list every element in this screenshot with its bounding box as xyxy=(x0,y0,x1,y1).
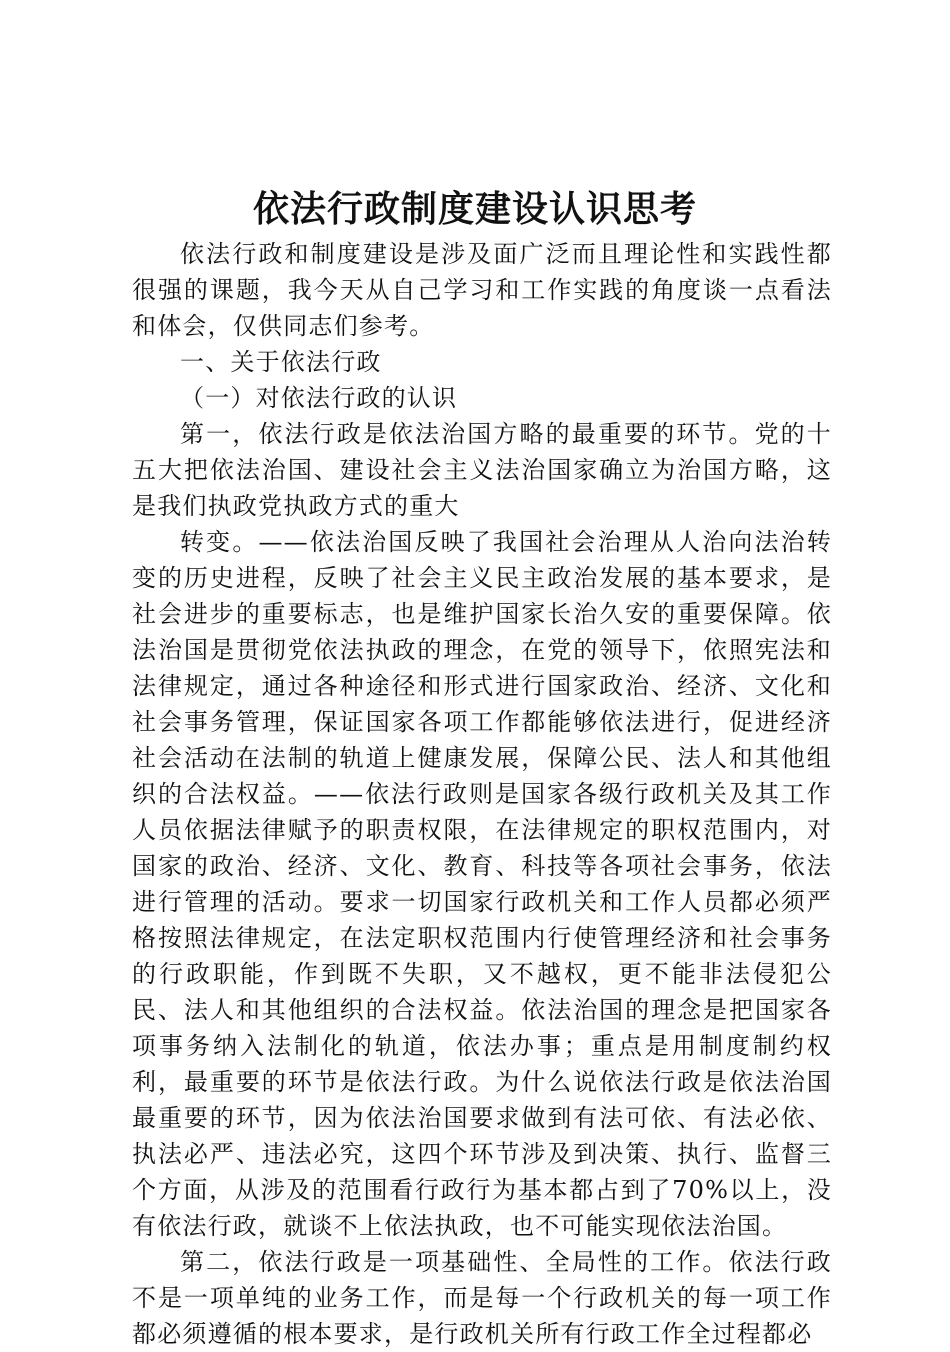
body-paragraph: 转变。——依法治国反映了我国社会治理从人治向法治转变的历史进程，反映了社会主义民主政治发展的基本要求，是社会进步的重要标志，也是维护国家长治久安的重要保障。依法治国是贯彻党依法执政的理念，在党的领导下，依照宪法和法律规定，通过各种途径和形式进行国家政治、经济、文化和社会事务管理，保证国家各项工作都能够依法进行，促进经济社会活动在法制的轨道上健康发展，保障公民、法人和其他组织的合法权益。——依法行政则是国家各级行政机关及其工作人员依据法律赋予的职责权限，在法律规定的职权范围内，对国家的政治、经济、文化、教育、科技等各项社会事务，依法进行管理的活动。要求一切国家行政机关和工作人员都必须严格按照法律规定，在法定职权范围内行使管理经济和社会事务的行政职能，作到既不失职，又不越权，更不能非法侵犯公民、法人和其他组织的合法权益。依法治国的理念是把国家各项事务纳入法制化的轨道，依法办事；重点是用制度制约权利，最重要的环节是依法行政。为什么说依法行政是依法治国最重要的环节，因为依法治国要求做到有法可依、有法必依、执法必严、违法必究，这四个环节涉及到决策、执行、监督三个方面，从涉及的范围看行政行为基本都占到了70%以上，没有依法行政，就谈不上依法执政，也不可能实现依法治国。 xyxy=(132,528,832,1240)
document-title: 依法行政制度建设认识思考 xyxy=(252,188,697,230)
section-heading: 一、关于依法行政 xyxy=(180,348,382,376)
body-paragraph: 第一，依法行政是依法治国方略的最重要的环节。党的十五大把依法治国、建设社会主义法治国家确立为治国方略，这是我们执政党执政方式的重大 xyxy=(132,420,832,520)
body-paragraph: 第二，依法行政是一项基础性、全局性的工作。依法行政不是一项单纯的业务工作，而是每一个行政机关的每一项工作都必须遵循的根本要求，是行政机关所有行政工作全过程都必 xyxy=(132,1248,832,1348)
intro-paragraph: 依法行政和制度建设是涉及面广泛而且理论性和实践性都很强的课题，我今天从自己学习和工作实践的角度谈一点看法和体会，仅供同志们参考。 xyxy=(132,240,832,340)
subsection-heading: （一）对依法行政的认识 xyxy=(180,384,458,412)
document-body xyxy=(132,236,832,1352)
